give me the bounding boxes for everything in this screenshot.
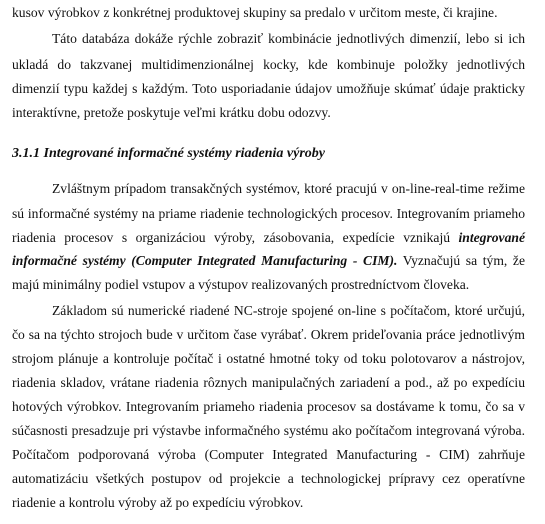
emphasized-term: integrované: [458, 230, 525, 245]
paragraph-line: Táto databáza dokáže rýchle zobraziť kombinácie jednotlivých dimenzií, lebo si ich: [52, 31, 525, 46]
paragraph-line: Základom sú numerické riadené NC-stroje spojené on-line s počítačom, ktoré určujú,: [52, 303, 525, 318]
section-heading: 3.1.1 Integrované informačné systémy riadenia výroby: [12, 146, 326, 161]
paragraph-line: ukladá do takzvanej multidimenzionálnej kocky, kde kombinuje položky jednotlivých: [12, 57, 525, 72]
paragraph-line: sú informačné systémy na priame riadenie technologických procesov. Integrovaním priameho: [12, 206, 525, 221]
paragraph-line: Zvláštnym prípadom transakčných systémov, ktoré pracujú v on-line-real-time režime: [52, 181, 525, 196]
plain-text: riadenia procesov s organizáciou výroby, zásobovania, expedície vznikajú: [12, 230, 451, 245]
plain-text: Vyznačujú sa tým, že: [402, 253, 525, 268]
paragraph-line: riadenia skladov, vrátane riadenia rôznych manipulačných zariadení a pod., až po expedíciu: [12, 375, 525, 390]
emphasized-term: informačné systémy (Computer Integrated Manufacturing - CIM).: [12, 253, 398, 268]
paragraph-line: súčasnosti presadzuje pri výstavbe informačného systému ako počítačom integrovaná výroba.: [12, 423, 525, 438]
paragraph-line-mixed: [12, 229, 525, 247]
paragraph-line: interaktívne, pretože poskytuje veľmi krátku dobu odozvy.: [12, 105, 331, 120]
paragraph-line: kusov výrobkov z konkrétnej produktovej skupiny sa predalo v určitom meste, či krajine.: [12, 5, 498, 20]
paragraph-line: hotových výrobkov. Integrovaním priameho riadenia procesov sa dostávame k tomu, čo sa v: [12, 399, 525, 414]
paragraph-line-mixed: [12, 252, 525, 270]
paragraph-line: majú minimálny podiel vstupov a výstupov realizovaných prostredníctvom človeka.: [12, 277, 470, 292]
paragraph-line: automatizáciu všetkých postupov od projekcie a technologickej prípravy cez operatívne: [12, 471, 525, 486]
paragraph-line: Počítačom podporovaná výroba (Computer Integrated Manufacturing - CIM) zahrňuje: [12, 447, 525, 462]
paragraph-line: dimenzií typu každej s každým. Toto usporiadanie údajov umožňuje skúmať údaje prakticky: [12, 81, 525, 96]
paragraph-line: strojom plánuje a kontroluje počítač i ostatné hmotné toky od toku polotovarov a nástrojov,: [12, 351, 525, 366]
paragraph-line: čo sa na týchto strojoch bude v určitom čase vyrábať. Okrem prideľovania práce jednotlivým: [12, 327, 525, 342]
paragraph-line: riadenie a kontrolu výroby až po expedíciu výrobkov.: [12, 495, 304, 510]
